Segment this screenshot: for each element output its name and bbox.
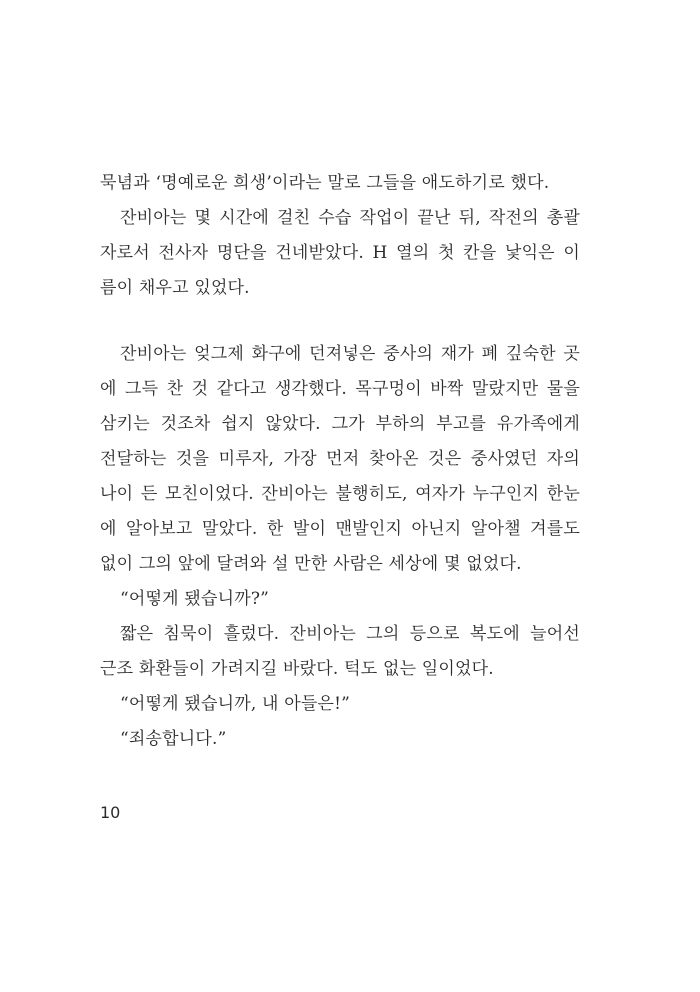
text-line: 에 그득 찬 것 같다고 생각했다. 목구멍이 바짝 말랐지만 물을: [100, 379, 580, 399]
text-line: 잔비아는 엊그제 화구에 던져넣은 중사의 재가 폐 깊숙한 곳: [120, 344, 580, 364]
text-line: 에 알아보고 말았다. 한 발이 맨발인지 아닌지 알아챌 겨를도: [100, 519, 580, 539]
page-number: 10: [100, 803, 121, 822]
text-line: 잔비아는 몇 시간에 걸친 수습 작업이 끝난 뒤, 작전의 총괄: [120, 208, 580, 228]
text-line: 근조 화환들이 가려지길 바랐다. 턱도 없는 일이었다.: [100, 659, 494, 679]
text-line: 전달하는 것을 미루자, 가장 먼저 찾아온 것은 중사였던 자의: [100, 449, 580, 469]
text-line: 자로서 전사자 명단을 건네받았다. H 열의 첫 칸을 낯익은 이: [100, 243, 580, 263]
dialogue-line: “어떻게 됐습니까?”: [120, 589, 270, 609]
text-line: 짧은 침묵이 흘렀다. 잔비아는 그의 등으로 복도에 늘어선: [120, 624, 580, 644]
text-line: 삼키는 것조차 쉽지 않았다. 그가 부하의 부고를 유가족에게: [100, 414, 580, 434]
text-line: 묵념과 ‘명예로운 희생’이라는 말로 그들을 애도하기로 했다.: [100, 173, 550, 193]
text-line: 나이 든 모친이었다. 잔비아는 불행히도, 여자가 누구인지 한눈: [100, 484, 580, 504]
dialogue-line: “어떻게 됐습니까, 내 아들은!”: [120, 694, 351, 714]
dialogue-line: “죄송합니다.”: [120, 729, 227, 749]
text-line: 름이 채우고 있었다.: [100, 278, 250, 298]
text-line: 없이 그의 앞에 달려와 설 만한 사람은 세상에 몇 없었다.: [100, 554, 522, 574]
